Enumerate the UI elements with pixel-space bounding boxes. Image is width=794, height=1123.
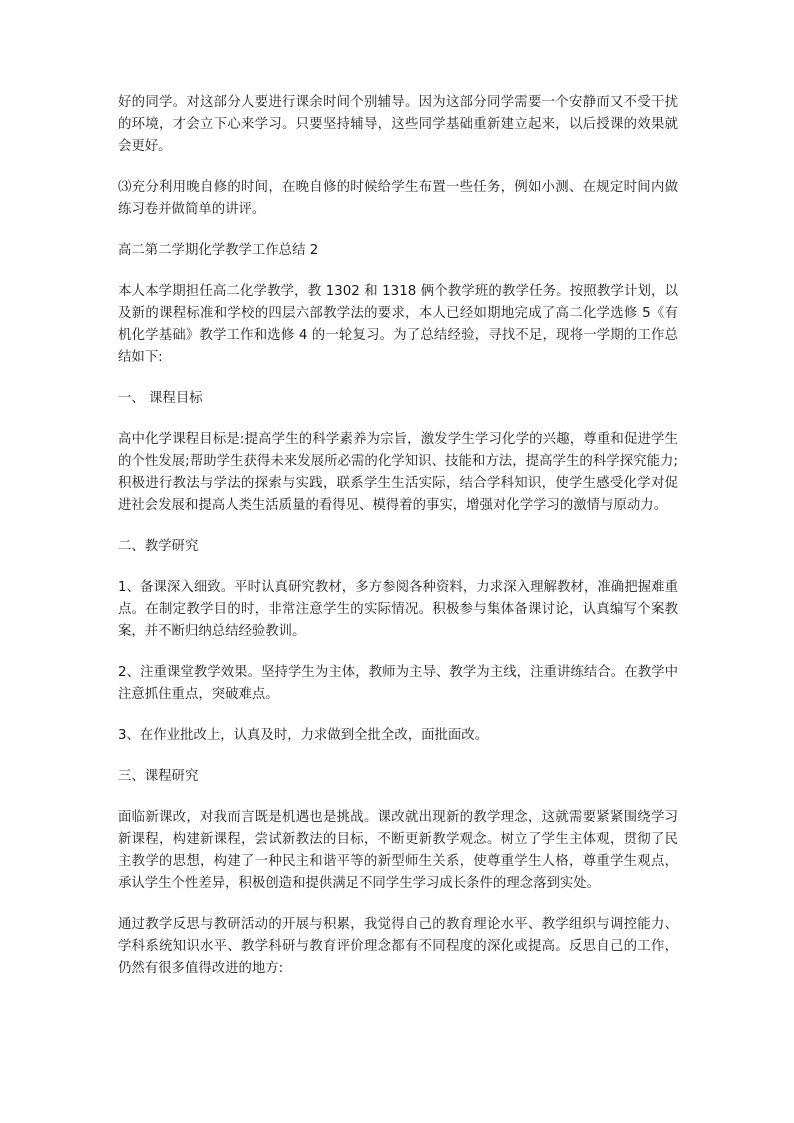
paragraph-tutoring: 好的同学。对这部分人要进行课余时间个别辅导。因为这部分同学需要一个安静而又不受干扰的环境，才会立下心来学习。只要坚持辅导，这些同学基础重新建立起来，以后授课的效果就会更好。	[118, 95, 678, 154]
paragraph-homework: 3、在作业批改上，认真及时，力求做到全批全改，面批面改。	[118, 728, 489, 743]
paragraph-classroom-effect: 2、注重课堂教学效果。坚持学生为主体，教师为主导、教学为主线，注重讲练结合。在教学中注意抓住重点，突破难点。	[118, 665, 678, 702]
paragraph-lesson-prep: 1、备课深入细致。平时认真研究教材，多方参阅各种资料，力求深入理解教材，准确把握难重点。在制定教学目的时，非常注意学生的实际情况。积极参与集体备课讨论，认真编写个案教案，并不断归纳总结经验教训。	[118, 580, 678, 639]
paragraph-intro: 本人本学期担任高二化学教学，教 1302 和 1318 俩个教学班的教学任务。按照教学计划，以及新的课程标准和学校的四层六部教学法的要求，本人已经如期地完成了高二化学选修 5《有机化学基础》教学工作和选修 4 的一轮复习。为了总结经验，寻找不足，现将一学期的工作总结如下:	[118, 284, 678, 365]
paragraph-new-curriculum: 面临新课改，对我而言既是机遇也是挑战。课改就出现新的教学理念，这就需要紧紧围绕学习新课程，构建新课程，尝试新教法的目标，不断更新教学观念。树立了学生主体观，贯彻了民主教学的思想，构建了一种民主和谐平等的新型师生关系，使尊重学生人格，尊重学生观点，承认学生个性差异，积极创造和提供满足不同学生学习成长条件的理念落到实处。	[118, 810, 678, 891]
paragraph-reflection: 通过教学反思与教研活动的开展与积累，我觉得自己的教育理论水平、教学组织与调控能力、学科系统知识水平、教学科研与教育评价理念都有不同程度的深化或提高。反思自己的工作，仍然有很多值得改进的地方:	[118, 917, 678, 976]
section-title: 高二第二学期化学教学工作总结 2	[118, 243, 319, 258]
paragraph-evening-study: ⑶充分利用晚自修的时间，在晚自修的时候给学生布置一些任务，例如小测、在规定时间内做练习卷并做简单的讲评。	[118, 180, 678, 217]
heading-curriculum-research: 三、课程研究	[118, 769, 199, 784]
heading-course-goals: 一、 课程目标	[118, 391, 203, 406]
document-body	[118, 92, 678, 999]
paragraph-course-goals: 高中化学课程目标是:提高学生的科学素养为宗旨，激发学生学习化学的兴趣，尊重和促进学生的个性发展;帮助学生获得未来发展所必需的化学知识、技能和方法，提高学生的科学探究能力;积极进行教法与学法的探索与实践，联系学生生活实际，结合学科知识，使学生感受化学对促进社会发展和提高人类生活质量的看得见、模得着的事实，增强对化学学习的激情与原动力。	[118, 432, 678, 513]
heading-teaching-research: 二、教学研究	[118, 539, 199, 554]
